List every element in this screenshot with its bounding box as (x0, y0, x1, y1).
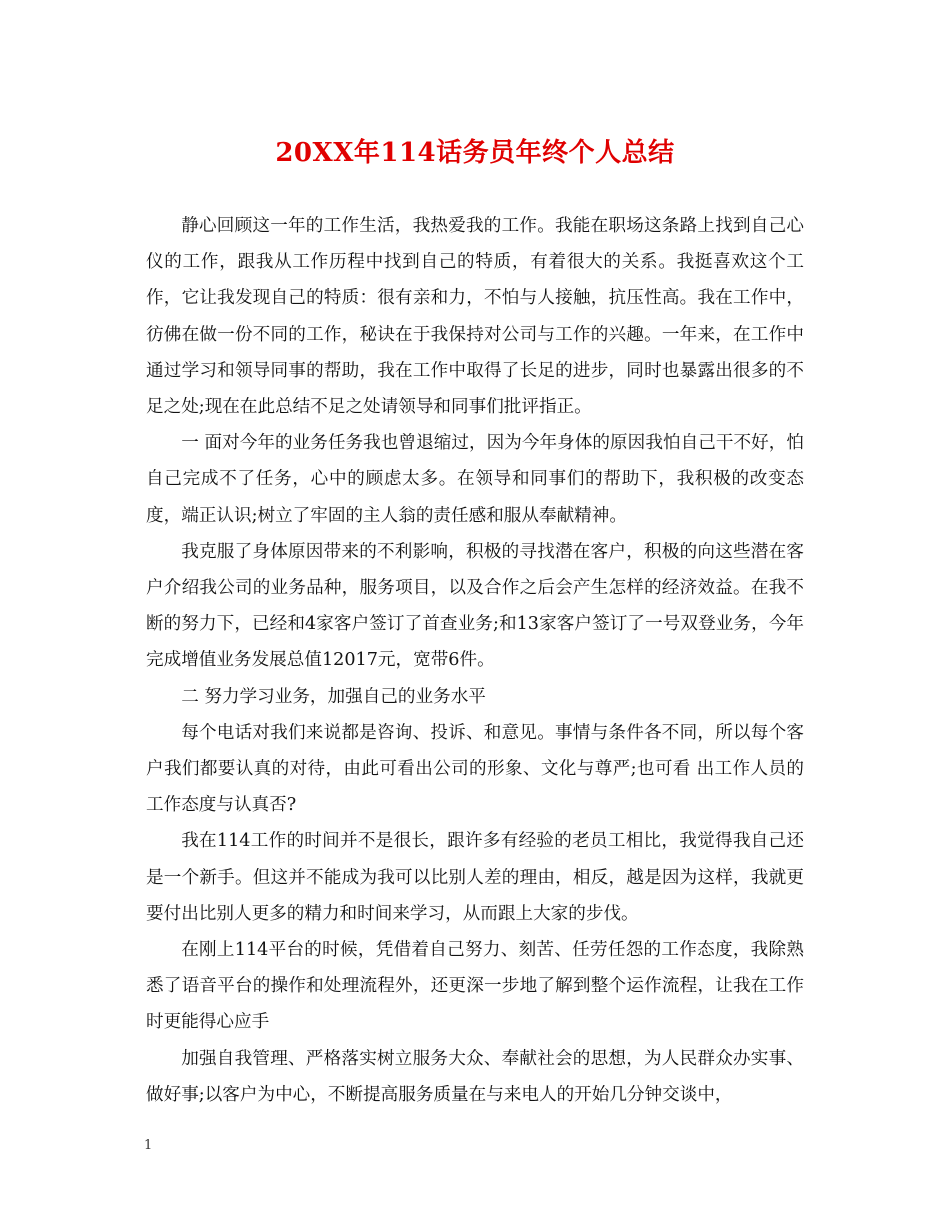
section-heading-two: 二 努力学习业务，加强自己的业务水平 (181, 686, 486, 707)
paragraph-newcomer: 我在114工作的时间并不是很长，跟许多有经验的老员工相比，我觉得我自己还是一个新手。但这并不能成为我可以比别人差的理由，相反，越是因为这样，我就更要付出比别人更多的精力和时间来学习，从而跟上大家的步伐。 (146, 831, 804, 924)
document-title: 20XX年114话务员年终个人总结 (275, 138, 675, 168)
paragraph-calls: 每个电话对我们来说都是咨询、投诉、和意见。事情与条件各不同，所以每个客户我们都要认真的对待，由此可看出公司的形象、文化与尊严;也可看 出工作人员的工作态度与认真否? (146, 722, 804, 816)
paragraph-section-one: 一 面对今年的业务任务我也曾退缩过，因为今年身体的原因我怕自己干不好，怕自己完成不了任务，心中的顾虑太多。在领导和同事们的帮助下，我积极的改变态度，端正认识;树立了牢固的主人翁的责任感和服从奉献精神。 (146, 433, 804, 526)
paragraph-clients: 我克服了身体原因带来的不利影响，积极的寻找潜在客户，积极的向这些潜在客户介绍我公司的业务品种，服务项目，以及合作之后会产生怎样的经济效益。在我不断的努力下，已经和4家客户签订了首查业务;和13家客户签订了一号双登业务，今年完成增值业务发展总值12017元，宽带6件。 (146, 541, 804, 671)
document-body (146, 208, 804, 1113)
paragraph-self-management: 加强自我管理、严格落实树立服务大众、奉献社会的思想，为人民群众办实事、做好事;以客户为中心，不断提高服务质量在与来电人的开始几分钟交谈中， (146, 1048, 804, 1105)
page-number: 1 (144, 1138, 153, 1153)
paragraph-platform: 在刚上114平台的时候，凭借着自己努力、刻苦、任劳任怨的工作态度，我除熟悉了语音平台的操作和处理流程外，还更深一步地了解到整个运作流程，让我在工作时更能得心应手 (146, 940, 804, 1033)
paragraph-intro: 静心回顾这一年的工作生活，我热爱我的工作。我能在职场这条路上找到自己心仪的工作，跟我从工作历程中找到自己的特质，有着很大的关系。我挺喜欢这个工作，它让我发现自己的特质：很有亲和力，不怕与人接触，抗压性高。我在工作中，彷佛在做一份不同的工作，秘诀在于我保持对公司与工作的兴趣。一年来，在工作中通过学习和领导同事的帮助，我在工作中取得了长足的进步，同时也暴露出很多的不足之处;现在在此总结不足之处请领导和同事们批评指正。 (146, 216, 804, 418)
